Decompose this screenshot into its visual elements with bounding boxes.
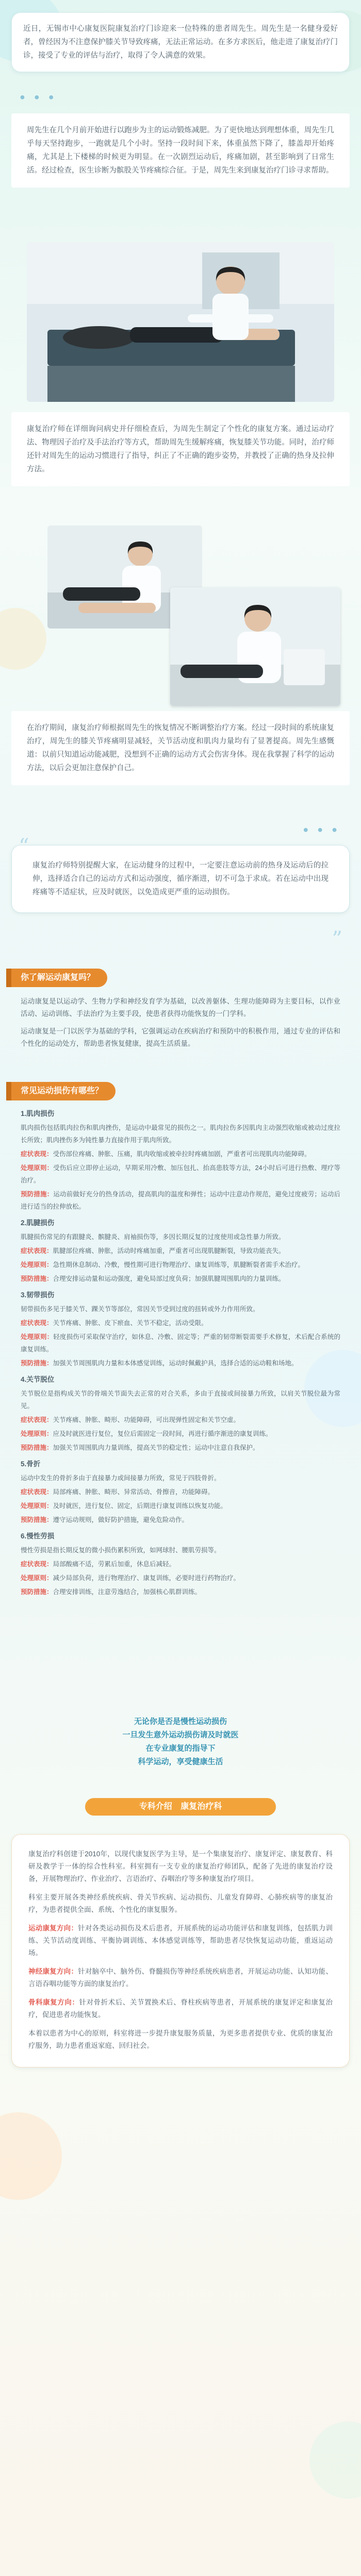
slogan-line-2: 一旦发生意外运动损伤请及时就医 xyxy=(122,1731,239,1739)
injury-treatment-6: 处理原则：减少局部负荷，进行物理治疗、康复训练，必要时进行药物治疗。 xyxy=(21,1574,240,1582)
injury-treatment-4: 处理原则：应及时就医进行复位，复位后需固定一段时间，再进行循序渐进的康复训练。 xyxy=(21,1430,272,1437)
section-tag-common-injuries: 常见运动损伤有哪些？ xyxy=(11,1082,116,1100)
advice-card xyxy=(11,845,350,913)
injuries-block xyxy=(21,1108,340,1600)
injury-heading-1: 1.肌肉损伤 xyxy=(21,1110,55,1117)
injury-symptom-5: 症状表现：局部疼痛、肿胀、畸形、异常活动、骨擦音，功能障碍。 xyxy=(21,1488,215,1496)
injury-prevention-5: 预防措施：遵守运动规则，做好防护措施，避免危险动作。 xyxy=(21,1516,189,1523)
story-card-1 xyxy=(11,113,350,188)
injury-prevention-1: 预防措施：运动前做好充分的热身活动，提高肌肉的温度和弹性；运动中注意动作规范，避免过度疲劳；运动后进行适当的拉伸放松。 xyxy=(21,1191,340,1210)
what-block xyxy=(21,995,340,1052)
department-intro-label: 专科介绍 xyxy=(139,1802,172,1811)
what-paragraph-1: 运动康复是以运动学、生物力学和神经发育学为基础，以改善躯体、生理功能障碍为主要目标，以作业活动、运动训练、手法治疗为主要手段，使患者获得功能恢复的一门学科。 xyxy=(21,997,340,1018)
slogan-line-1: 无论你是否是慢性运动损伤 xyxy=(134,1717,227,1726)
injury-text-6: 慢性劳损是指长期反复的微小损伤累积所致，如网球肘、腰肌劳损等。 xyxy=(21,1547,221,1554)
injury-text-4: 关节脱位是指构成关节的骨端关节面失去正常的对合关系，多由于直接或间接暴力所致，以肩关节脱位最为常见。 xyxy=(21,1390,340,1410)
injury-heading-3: 3.韧带损伤 xyxy=(21,1291,55,1299)
injury-symptom-2: 症状表现：肌腱部位疼痛、肿胀，活动时疼痛加重，严重者可出现肌腱断裂，导致功能丧失。 xyxy=(21,1247,285,1255)
injury-text-2: 肌腱损伤常见的有跟腱炎、髌腱炎、肩袖损伤等，多因长期反复的过度使用或急性暴力所致。 xyxy=(21,1233,285,1241)
injury-text-3: 韧带损伤多见于膝关节、踝关节等部位，常因关节受到过度的扭转或外力作用所致。 xyxy=(21,1306,259,1313)
injury-treatment-1: 处理原则：受伤后应立即停止运动，早期采用冷敷、加压包扎、抬高患肢等方法，24小时后可进行热敷、理疗等治疗。 xyxy=(21,1164,340,1184)
injury-prevention-4: 预防措施：加强关节周围肌肉力量训练，提高关节的稳定性；运动中注意自我保护。 xyxy=(21,1444,259,1451)
dept-paragraph-1: 康复治疗科创建于2010年，以现代康复医学为主导，是一个集康复治疗、康复评定、康复教育、科研及教学于一体的综合性科室。科室拥有一支专业的康复治疗师团队，配备了先进的康复治疗设备，开展物理治疗、作业治疗、言语治疗、吞咽治疗等多种康复治疗项目。 xyxy=(28,1850,333,1883)
slogan-line-3: 在专业康复的指导下 xyxy=(145,1744,216,1753)
injury-heading-2: 2.肌腱损伤 xyxy=(21,1219,55,1227)
injury-heading-4: 4.关节脱位 xyxy=(21,1376,55,1383)
story-paragraph-3: 在治疗期间，康复治疗师根据周先生的恢复情况不断调整治疗方案。经过一段时间的系统康复治疗，周先生的膝关节疼痛明显减轻，关节活动度和肌肉力量均有了显著提高。周先生感慨道：以前只知道运动能减肥，没想到不正确的运动方式会伤害身体。现在我掌握了科学的运动方法，以后会更加注意保护自己。 xyxy=(27,724,334,772)
therapy-photo-3 xyxy=(170,587,340,706)
injury-symptom-1: 症状表现：受伤部位疼痛、肿胀、压痛，肌肉收缩或被牵拉时疼痛加剧，严重者可出现肌肉功能障碍。 xyxy=(21,1150,311,1158)
therapy-photo-1 xyxy=(27,242,334,402)
story-card-3 xyxy=(11,711,350,785)
dept-paragraph-5: 骨科康复方向：针对骨折术后、关节置换术后、脊柱疾病等患者，开展系统的康复评定和康复治疗，促进患者功能恢复。 xyxy=(28,1998,333,2019)
injury-treatment-5: 处理原则：及时就医，进行复位、固定，后期进行康复训练以恢复功能。 xyxy=(21,1502,227,1510)
section-tag-what-is-sports-rehab: 你了解运动康复吗？ xyxy=(11,969,107,987)
department-card xyxy=(11,1834,350,2067)
injury-symptom-4: 症状表现：关节疼痛、肿胀、畸形、功能障碍，可出现弹性固定和关节空虚。 xyxy=(21,1416,240,1423)
advice-paragraph: 康复治疗师特别提醒大家，在运动健身的过程中，一定要注意运动前的热身及运动后的拉伸，选择适合自己的运动方式和运动强度，循序渐进，切不可急于求成。若在运动中出现疼痛等不适症状，应及时就医，以免造成更严重的运动损伤。 xyxy=(32,861,329,896)
dept-paragraph-6: 本着以患者为中心的原则，科室将进一步提升康复服务质量，为更多患者提供专业、优质的康复治疗服务，助力患者重返家庭、回归社会。 xyxy=(28,2029,333,2049)
story-card-2 xyxy=(11,412,350,486)
decorative-dots: ● ● ● xyxy=(303,824,340,835)
intro-card xyxy=(11,12,350,72)
therapy-photo-1-image xyxy=(27,242,334,402)
injury-heading-6: 6.慢性劳损 xyxy=(21,1532,55,1540)
decorative-dots: ● ● ● xyxy=(20,92,57,102)
quote-close-icon: ” xyxy=(332,927,342,951)
what-paragraph-2: 运动康复是一门以医学为基础的学科，它强调运动在疾病治疗和预防中的积极作用，通过专业的评估和个性化的运动处方，帮助患者恢复健康，提高生活质量。 xyxy=(21,1027,340,1047)
injury-prevention-2: 预防措施：合理安排运动量和运动强度，避免局部过度负荷；加强肌腱周围肌肉的力量训练。 xyxy=(21,1275,285,1282)
dept-paragraph-2: 科室主要开展各类神经系统疾病、骨关节疾病、运动损伤、儿童发育障碍、心肺疾病等的康复治疗，为患者提供全面、系统、个性化的康复服务。 xyxy=(28,1893,333,1913)
dept-paragraph-4: 神经康复方向：针对脑卒中、脑外伤、脊髓损伤等神经系统疾病患者，开展运动功能、认知功能、言语吞咽功能等方面的康复治疗。 xyxy=(28,1968,333,1988)
injury-text-5: 运动中发生的骨折多由于直接暴力或间接暴力所致，常见于四肢骨折。 xyxy=(21,1475,221,1482)
injury-treatment-2: 处理原则：急性期休息制动、冷敷，慢性期可进行物理治疗、康复训练等，肌腱断裂者需手术治疗。 xyxy=(21,1261,305,1268)
injury-prevention-6: 预防措施：合理安排训练，注意劳逸结合，加强核心肌群训练。 xyxy=(21,1588,202,1596)
story-paragraph-1: 周先生在几个月前开始进行以跑步为主的运动锻炼减肥。为了更快地达到理想体重，周先生几乎每天坚持跑步，一跑就是几个小时。坚持一段时间下来，体重虽然下降了，膝盖却开始疼痛，尤其是上下楼梯的时候更为明显。在一次剧烈运动后，疼痛加剧，甚至影响到了日常生活。经过检查，医生诊断为髌股关节疼痛综合征。于是，周先生来到康复治疗门诊寻求帮助。 xyxy=(27,126,334,175)
injury-heading-5: 5.骨折 xyxy=(21,1460,41,1468)
quote-open-icon: “ xyxy=(19,835,29,858)
dept-paragraph-3: 运动康复方向：针对各类运动损伤及术后患者，开展系统的运动功能评估和康复训练，包括肌力训练、关节活动度训练、平衡协调训练、本体感觉训练等，帮助患者尽快恢复运动功能，重返运动场。 xyxy=(28,1924,333,1957)
slogan-line-4: 科学运动，享受健康生活 xyxy=(138,1757,223,1766)
injury-symptom-3: 症状表现：关节疼痛、肿胀、皮下瘀血、关节不稳定，活动受限。 xyxy=(21,1319,208,1327)
therapy-photo-3-image xyxy=(170,587,340,706)
department-name-label: 康复治疗科 xyxy=(180,1802,222,1811)
intro-text: 近日，无锡市中心康复医院康复治疗门诊迎来一位特殊的患者周先生。周先生是一名健身爱好者，曾经因为不注意保护膝关节导致疼痛，无法正常运动。在多方求医后，他走进了康复治疗门诊，接受了专业的评估与治疗，取得了令人满意的效果。 xyxy=(23,25,338,60)
injury-text-1: 肌肉损伤包括肌肉拉伤和肌肉挫伤，是运动中最常见的损伤之一。肌肉拉伤多因肌肉主动强烈收缩或被动过度拉长所致；肌肉挫伤多为钝性暴力直接作用于肌肉所致。 xyxy=(21,1124,340,1144)
injury-symptom-6: 症状表现：局部酸痛不适，劳累后加重，休息后减轻。 xyxy=(21,1561,176,1568)
department-intro-banner xyxy=(85,1798,276,1816)
story-paragraph-2: 康复治疗师在详细询问病史并仔细检查后，为周先生制定了个性化的康复方案。通过运动疗法、物理因子治疗及手法治疗等方式，帮助周先生缓解疼痛，恢复膝关节功能。同时，治疗师还针对周先生的运动习惯进行了指导，纠正了不正确的跑步姿势，并教授了正确的热身及拉伸方法。 xyxy=(27,425,334,473)
injury-treatment-3: 处理原则：轻度损伤可采取保守治疗，如休息、冷敷、固定等；严重的韧带断裂需要手术修复，术后配合系统的康复训练。 xyxy=(21,1333,340,1353)
injury-prevention-3: 预防措施：加强关节周围肌肉力量和本体感觉训练，运动时佩戴护具，选择合适的运动鞋和场地。 xyxy=(21,1360,298,1367)
